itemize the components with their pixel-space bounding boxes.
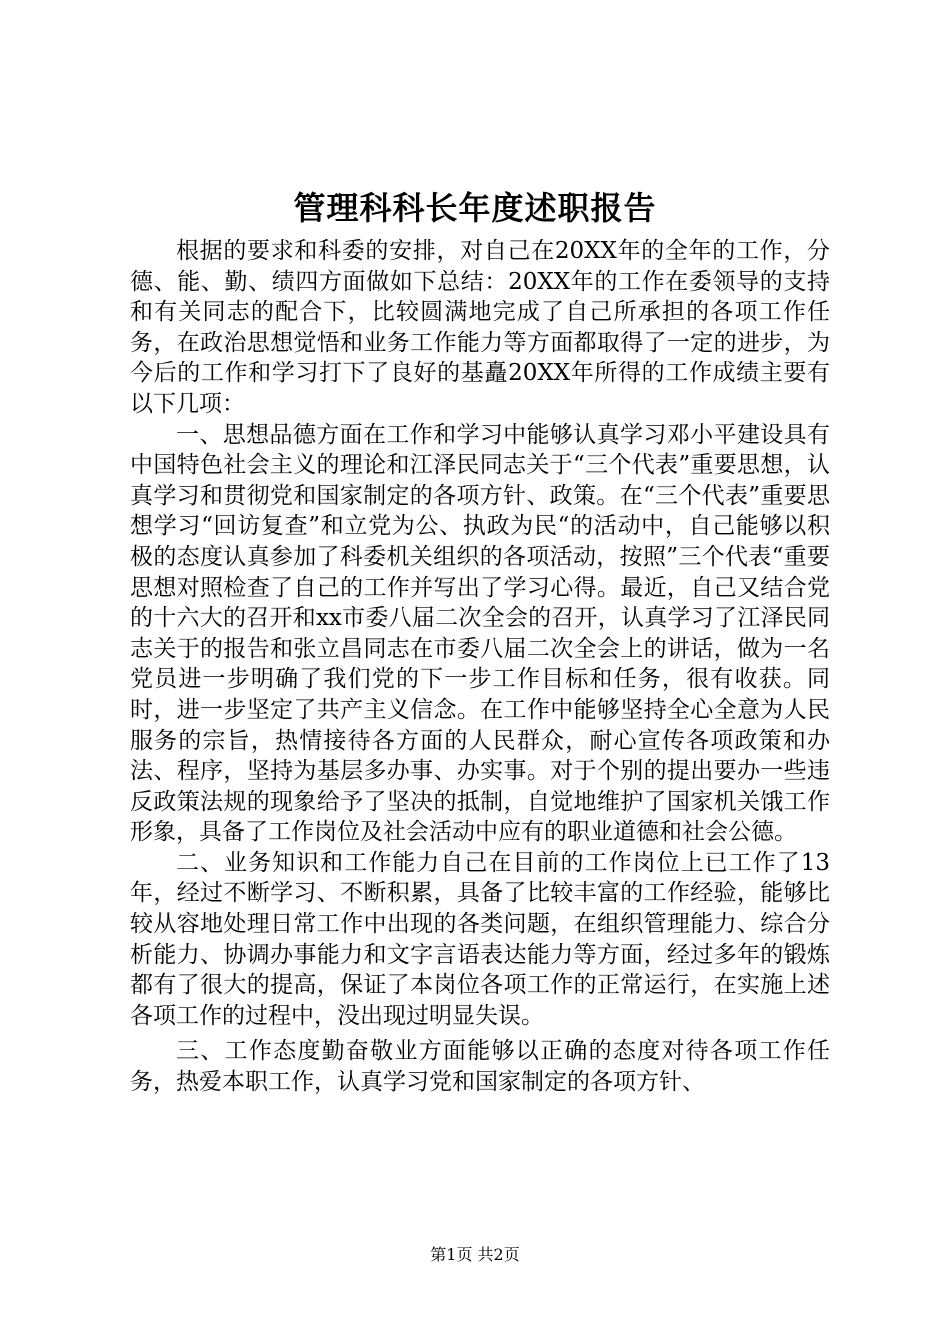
- document-body: [130, 236, 830, 1098]
- paragraph-section-1: 一、思想品德方面在工作和学习中能够认真学习邓小平建设具有中国特色社会主义的理论和江泽民同志关于“三个代表”重要思想，认真学习和贯彻党和国家制定的各项方针、政策。在“三个代表”重要思想学习“回访复查”和立党为公、执政为民“的活动中，自己能够以积极的态度认真参加了科委机关组织的各项活动，按照”三个代表“重要思想对照检查了自己的工作并写出了学习心得。最近，自己又结合党的十六大的召开和xx市委八届二次全会的召开，认真学习了江泽民同志关于的报告和张立昌同志在市委八届二次全会上的讲话，做为一名党员进一步明确了我们党的下一步工作目标和任务，很有收获。同时，进一步坚定了共产主义信念。在工作中能够坚持全心全意为人民服务的宗旨，热情接待各方面的人民群众，耐心宣传各项政策和办法、程序，坚持为基层多办事、办实事。对于个别的提出要办一些违反政策法规的现象给予了坚决的抵制，自觉地维护了国家机关饿工作形象，具备了工作岗位及社会活动中应有的职业道德和社会公德。: [130, 421, 830, 846]
- page-footer: 第1页 共2页: [430, 1245, 520, 1264]
- paragraph-section-2: 二、业务知识和工作能力自己在目前的工作岗位上已工作了13年，经过不断学习、不断积累，具备了比较丰富的工作经验，能够比较从容地处理日常工作中出现的各类问题，在组织管理能力、综合分析能力、协调办事能力和文字言语表达能力等方面，经过多年的锻炼都有了很大的提高，保证了本岗位各项工作的正常运行，在实施上述各项工作的过程中，没出现过明显失误。: [130, 849, 830, 1029]
- paragraph-intro: 根据的要求和科委的安排，对自己在20XX年的全年的工作，分德、能、勤、绩四方面做如下总结：20XX年的工作在委领导的支持和有关同志的配合下，比较圆满地完成了自己所承担的各项工作任务，在政治思想觉悟和业务工作能力等方面都取得了一定的进步，为今后的工作和学习打下了良好的基矗20XX年所得的工作成绩主要有以下几项：: [130, 238, 830, 417]
- paragraph-section-3: 三、工作态度勤奋敬业方面能够以正确的态度对待各项工作任务，热爱本职工作，认真学习党和国家制定的各项方针、: [130, 1038, 830, 1096]
- document-title: 管理科科长年度述职报告: [293, 189, 657, 227]
